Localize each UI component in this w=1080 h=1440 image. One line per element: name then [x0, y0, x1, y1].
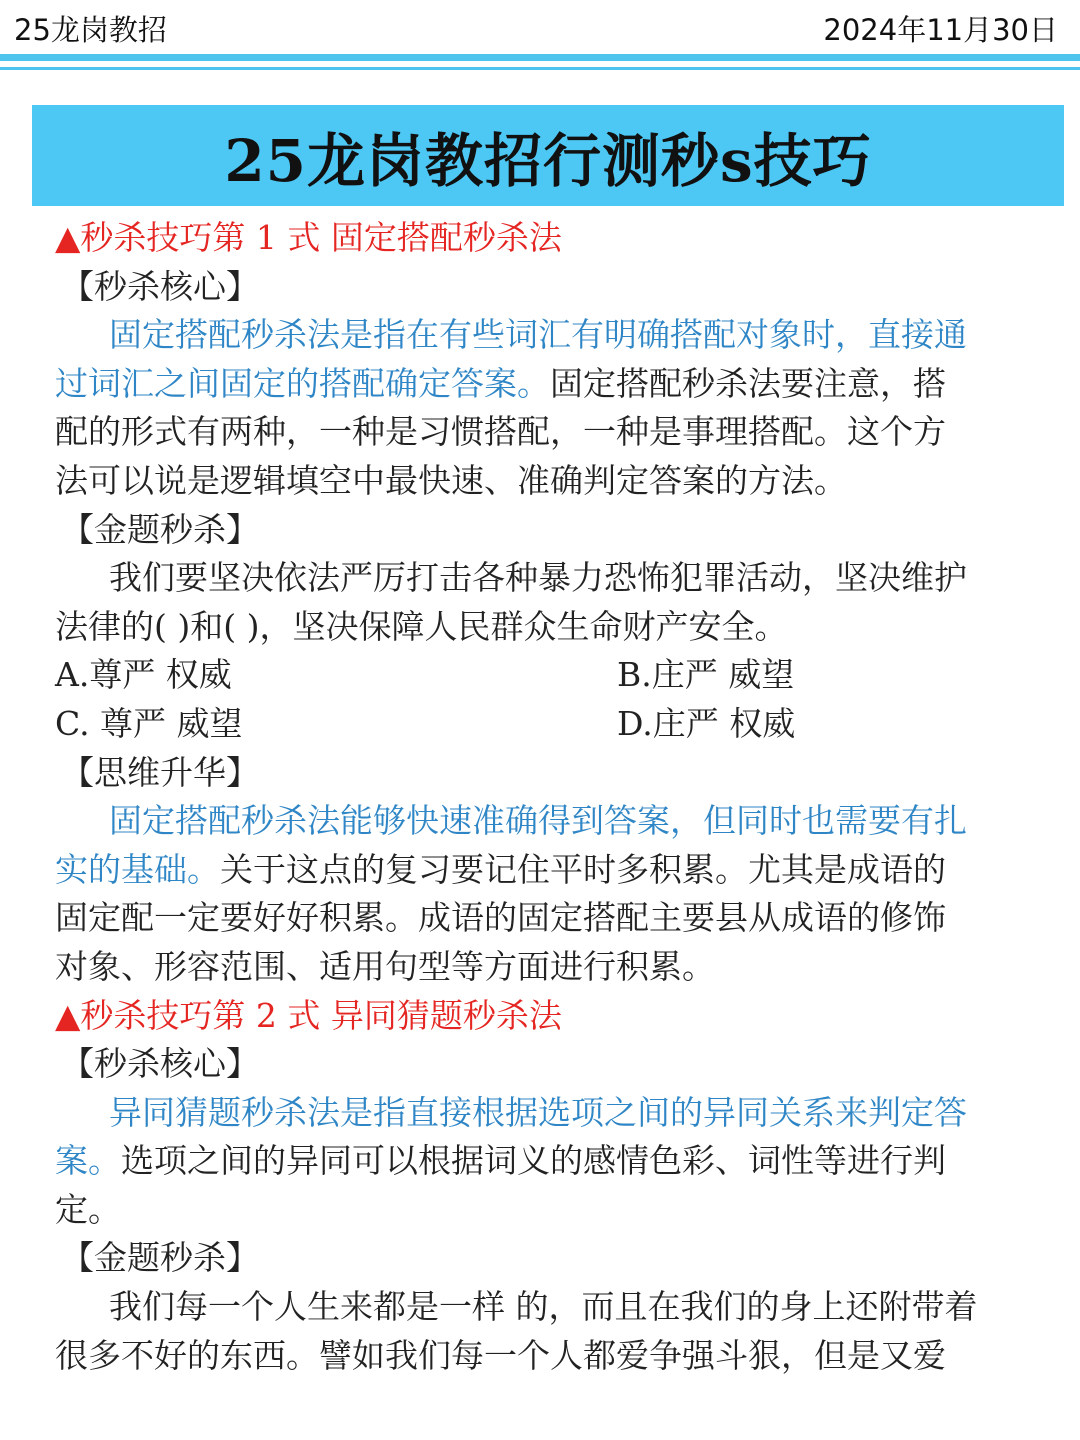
section1-core-line1: 固定搭配秒杀法是指在有些词汇有明确搭配对象时，直接通	[109, 315, 967, 355]
section2-core-line2-rest: 选项之间的异同可以根据词义的感情色彩、词性等进行判	[121, 1141, 946, 1181]
date-label: 2024年11月30日	[823, 13, 1058, 47]
section2-gold-label: 【金题秒杀】	[61, 1238, 259, 1278]
article-body	[0, 206, 1020, 1380]
section2-core-label: 【秒杀核心】	[61, 1044, 259, 1084]
title-banner	[32, 105, 1064, 206]
top-bar	[0, 0, 1080, 52]
section1-heading: ▲秒杀技巧第 1 式 固定搭配秒杀法	[55, 218, 562, 257]
options-row-1	[55, 651, 1020, 700]
section1-think-label: 【思维升华】	[61, 752, 259, 792]
section1-question-line1: 我们要坚决依法严厉打击各种暴力恐怖犯罪活动，坚决维护	[109, 558, 967, 598]
section1-question-line2: 法律的( )和( )，坚决保障人民群众生命财产安全。	[55, 606, 788, 646]
section2-core-line3: 定。	[55, 1189, 121, 1229]
section2-question-line1: 我们每一个人生来都是一样 的，而且在我们的身上还附带着	[109, 1287, 978, 1327]
section2-question-line2: 很多不好的东西。譬如我们每一个人都爱争强斗狠，但是又爱	[55, 1335, 946, 1375]
section1-think-line1: 固定搭配秒杀法能够快速准确得到答案，但同时也需要有扎	[109, 801, 967, 841]
section1-core-line4: 法可以说是逻辑填空中最快速、准确判定答案的方法。	[55, 460, 847, 500]
section1-gold-label: 【金题秒杀】	[61, 509, 259, 549]
section1-core-line2-highlight: 过词汇之间固定的搭配确定答案。	[55, 363, 550, 403]
section1-think-line2	[55, 846, 1020, 895]
option-b: B.庄严 威望	[617, 655, 795, 695]
options-row-2	[55, 700, 1020, 749]
option-d: D.庄严 权威	[617, 703, 796, 743]
header-rule-thin	[0, 67, 1080, 70]
header-rule	[0, 54, 1080, 61]
section1-core-line3: 配的形式有两种，一种是习惯搭配，一种是事理搭配。这个方	[55, 412, 946, 452]
brand-label: 25龙岗教招	[14, 13, 167, 47]
section1-core-line2-rest: 固定搭配秒杀法要注意，搭	[550, 363, 946, 403]
section1-think-line3: 固定配一定要好好积累。成语的固定搭配主要县从成语的修饰	[55, 898, 946, 938]
section2-core-line2-highlight: 案。	[55, 1141, 121, 1181]
section2-core-line2	[55, 1137, 1020, 1186]
section1-think-line2-highlight: 实的基础。	[55, 849, 220, 889]
section1-think-line2-rest: 关于这点的复习要记住平时多积累。尤其是成语的	[220, 849, 946, 889]
section1-core-line2	[55, 360, 1020, 409]
section2-heading: ▲秒杀技巧第 2 式 异同猜题秒杀法	[55, 995, 562, 1035]
option-c: C. 尊严 威望	[55, 703, 243, 743]
page-title: 25龙岗教招行测秒s技巧	[224, 126, 872, 195]
section1-core-label: 【秒杀核心】	[61, 266, 259, 306]
section1-think-line4: 对象、形容范围、适用句型等方面进行积累。	[55, 946, 715, 986]
section2-core-line1: 异同猜题秒杀法是指直接根据选项之间的异同关系来判定答	[109, 1092, 967, 1132]
option-a: A.尊严 权威	[55, 655, 232, 695]
